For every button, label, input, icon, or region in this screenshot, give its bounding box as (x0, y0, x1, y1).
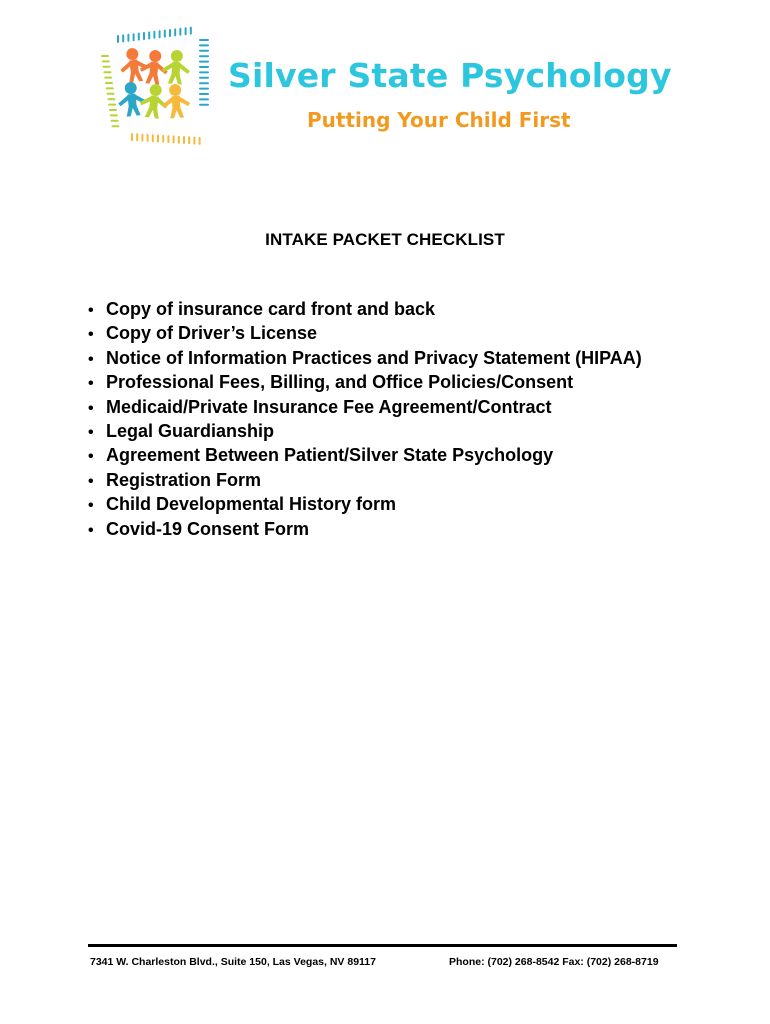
bullet: • (88, 326, 94, 344)
child-figure-icon (116, 81, 147, 118)
footer-divider (88, 944, 677, 947)
checklist-item-label: Copy of Driver’s License (106, 323, 318, 344)
checklist-item-label: Covid-19 Consent Form (106, 518, 310, 539)
footer-address: 7341 W. Charleston Blvd., Suite 150, Las Vegas, NV 89117 (90, 956, 376, 968)
checklist (88, 298, 642, 542)
child-figure-icon (161, 83, 191, 119)
checklist-item-label: Notice of Information Practices and Privacy Statement (HIPAA) (106, 347, 642, 368)
brand-name: Silver State Psychology (228, 56, 672, 95)
bullet: • (88, 521, 94, 539)
checklist-item-label: Copy of insurance card front and back (106, 299, 436, 319)
bullet: • (88, 424, 94, 442)
checklist-item-label: Agreement Between Patient/Silver State Psychology (106, 445, 554, 466)
checklist-item-label: Medicaid/Private Insurance Fee Agreement/Contract (106, 396, 552, 417)
bullet: • (88, 375, 94, 393)
brand-tagline: Putting Your Child First (307, 108, 571, 132)
checklist-item-label: Child Developmental History form (106, 494, 397, 515)
checklist-item (88, 493, 642, 517)
checklist-item (88, 371, 642, 395)
checklist-item (88, 298, 642, 322)
checklist-item (88, 396, 642, 420)
checklist-item-label: Legal Guardianship (106, 421, 275, 442)
child-figure-icon (138, 82, 170, 120)
checklist-item (88, 347, 642, 371)
page-title: INTAKE PACKET CHECKLIST (265, 230, 505, 249)
child-figure-icon (138, 49, 169, 86)
bullet: • (88, 399, 94, 417)
footer-contact: Phone: (702) 268-8542 Fax: (702) 268-8719 (449, 956, 659, 968)
checklist-item (88, 444, 642, 468)
bullet: • (88, 302, 94, 319)
child-figure-icon (161, 49, 191, 85)
checklist-item (88, 469, 642, 493)
checklist-item (88, 518, 642, 542)
checklist-item (88, 420, 642, 444)
bullet: • (88, 472, 94, 490)
bullet: • (88, 448, 94, 466)
bullet: • (88, 350, 94, 368)
checklist-item-label: Professional Fees, Billing, and Office Policies/Consent (106, 372, 574, 393)
child-figure-icon (118, 46, 150, 84)
checklist-item (88, 322, 642, 346)
logo-mark-icon (92, 22, 224, 150)
bullet: • (88, 497, 94, 515)
checklist-item-label: Registration Form (106, 469, 262, 490)
